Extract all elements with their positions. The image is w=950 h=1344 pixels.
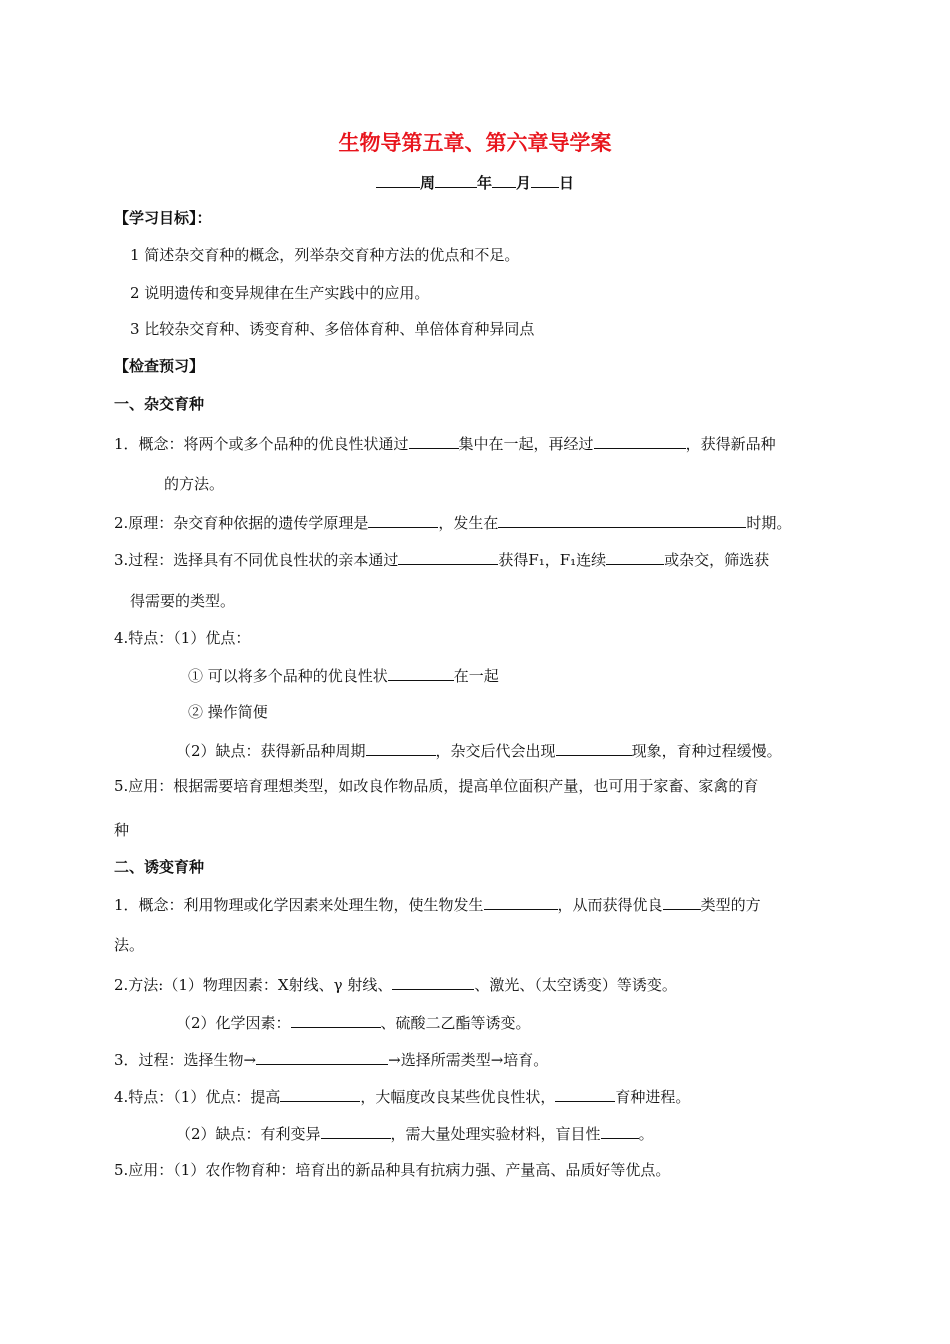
day-blank[interactable]: [531, 172, 559, 188]
s1-application-cont: 种: [114, 821, 130, 839]
month-blank[interactable]: [492, 172, 516, 188]
answer-blank[interactable]: [256, 1048, 388, 1065]
answer-blank[interactable]: [321, 1122, 391, 1139]
answer-blank[interactable]: [484, 893, 558, 910]
section1-heading: 一、杂交育种: [114, 395, 205, 413]
answer-blank[interactable]: [601, 1122, 639, 1139]
answer-blank[interactable]: [498, 511, 746, 528]
s1-advantage-1: ① 可以将多个品种的优良性状 在一起: [188, 664, 499, 686]
answer-blank[interactable]: [280, 1085, 360, 1102]
s1-disadvantage: （2）缺点：获得新品种周期 ，杂交后代会出现 现象，育种过程缓慢。: [176, 739, 782, 761]
s2-process-line: 3．过程：选择生物→ →选择所需类型→培育。: [114, 1048, 548, 1070]
s2-method-line: 2.方法:（1）物理因素：X射线、γ 射线、 、激光、（太空诱变）等诱变。: [114, 973, 677, 995]
week-label: 周: [419, 174, 435, 192]
goal-item: 2 说明遗传和变异规律在生产实践中的应用。: [130, 284, 430, 302]
answer-blank[interactable]: [556, 739, 632, 756]
s2-concept-line: 1．概念：利用物理或化学因素来处理生物，使生物发生 ，从而获得优良 类型的方: [114, 893, 761, 915]
answer-blank[interactable]: [366, 739, 436, 756]
answer-blank[interactable]: [606, 548, 664, 565]
answer-blank[interactable]: [663, 893, 701, 910]
section2-heading: 二、诱变育种: [114, 858, 205, 876]
s1-concept-line: 1．概念：将两个或多个品种的优良性状通过 集中在一起，再经过 ，获得新品种: [114, 432, 776, 454]
day-label: 日: [559, 174, 575, 192]
answer-blank[interactable]: [291, 1011, 381, 1028]
answer-blank[interactable]: [398, 548, 498, 565]
month-label: 月: [516, 174, 532, 192]
answer-blank[interactable]: [388, 664, 454, 681]
s2-concept-cont: 法。: [114, 936, 145, 954]
s2-disadvantage: （2）缺点：有利变异 ，需大量处理实验材料，盲目性 。: [176, 1122, 654, 1144]
page-title: 生物导第五章、第六章导学案: [338, 131, 612, 155]
year-label: 年: [476, 174, 492, 192]
s2-application: 5.应用：（1）农作物育种：培育出的新品种具有抗病力强、产量高、品质好等优点。: [114, 1161, 671, 1179]
s1-application: 5.应用：根据需要培育理想类型，如改良作物品质，提高单位面积产量，也可用于家畜、家禽的育: [114, 777, 759, 795]
s2-feature-line: 4.特点：（1）优点：提高 ，大幅度改良某些优良性状， 育种进程。: [114, 1085, 690, 1107]
date-line: [0, 172, 950, 193]
goals-heading: 【学习目标】：: [114, 209, 212, 227]
s1-process-line: 3.过程：选择具有不同优良性状的亲本通过 获得F₁，F₁连续 或杂交，筛选获: [114, 548, 769, 570]
answer-blank[interactable]: [555, 1085, 615, 1102]
s1-concept-cont: 的方法。: [164, 475, 225, 493]
answer-blank[interactable]: [392, 973, 474, 990]
answer-blank[interactable]: [594, 432, 686, 449]
year-blank[interactable]: [435, 172, 477, 188]
week-blank[interactable]: [376, 172, 420, 188]
s1-principle-line: 2.原理：杂交育种依据的遗传学原理是 ，发生在 时期。: [114, 511, 791, 533]
answer-blank[interactable]: [409, 432, 459, 449]
goal-item: 1 简述杂交育种的概念，列举杂交育种方法的优点和不足。: [130, 246, 520, 264]
answer-blank[interactable]: [368, 511, 438, 528]
goal-item: 3 比较杂交育种、诱变育种、多倍体育种、单倍体育种异同点: [130, 320, 535, 338]
s1-process-cont: 得需要的类型。: [130, 592, 236, 610]
s1-advantage-2: ② 操作简便: [188, 703, 268, 721]
s2-method-chem: （2）化学因素： 、硫酸二乙酯等诱变。: [176, 1011, 531, 1033]
preview-heading: 【检查预习】: [114, 357, 205, 375]
s1-feature-line: 4.特点：（1）优点：: [114, 629, 251, 647]
